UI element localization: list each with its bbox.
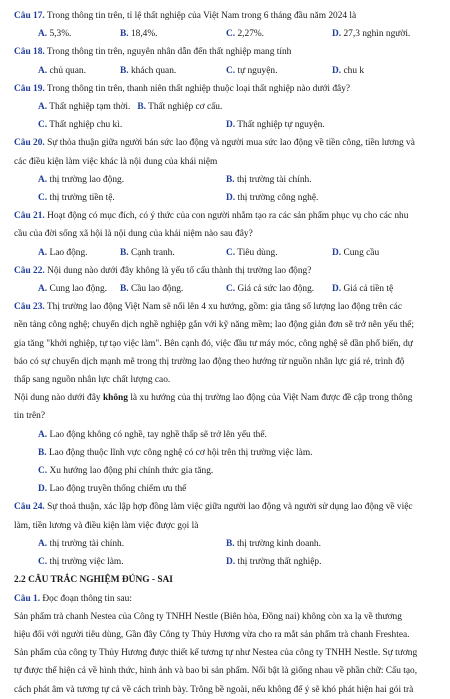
question-19-options-row-2 [14, 116, 438, 134]
option-a: A. thị trường lao động. [38, 174, 125, 185]
question-text: Trong thông tin trên, thanh niên thất nghiệp thuộc loại thất nghiệp nào dưới đây? [44, 83, 351, 94]
question-text: Trong thông tin trên, tỉ lệ thất nghiệp của Việt Nam trong 6 tháng đầu năm 2024 là [44, 11, 357, 21]
option-a: A. [38, 102, 48, 113]
question-number: Câu 24. [14, 502, 45, 513]
question-text: Thị trường lao động Việt Nam sẽ nổi lên 4 xu hướng, gồm: gia tăng số lượng lao động trên các [44, 302, 403, 313]
question-24-continuation: làm, tiền lương và điều kiện làm việc được gọi là [14, 520, 199, 531]
question-number: Câu 1. [14, 593, 41, 604]
question-23-text-line: nền tảng công nghệ; chuyển dịch nghề nghiệp gắn với kỹ năng mềm; lao động giản đơn sẽ trở nên yếu thế; [14, 320, 414, 331]
option-a: A. Lao động không có nghề, tay nghề thấp sẽ trở lên yếu thế. [38, 429, 267, 440]
question-20-continuation: các điều kiện làm việc khác là nội dung của khái niệm [14, 156, 218, 167]
question-number: Câu 20. [14, 138, 45, 149]
question-17-options [14, 25, 438, 43]
question-19 [14, 80, 438, 98]
option-b: B. thị trường tài chính. [226, 174, 312, 185]
emphasis-keyword: không [102, 393, 128, 404]
question-22-options [14, 280, 438, 298]
option-d: D. thị trường thất nghiệp. [226, 557, 322, 568]
option-c: C. thị trường việc làm. [38, 557, 124, 568]
passage-line: Sản phẩm trà chanh Nestea của Công ty TNHH Nestle (Biên hòa, Đồng nai) không còn xa lạ về thương [14, 611, 402, 622]
passage-line: cách phát âm và tương tự cả về cách trình bày. Trông bề ngoài, nếu không để ý sẽ khó phát hiện hai gói trà [14, 684, 414, 695]
question-21-options [14, 244, 438, 262]
question-text: Hoạt động có mục đích, có ý thức của con người nhằm tạo ra các sản phẩm phục vụ cho các nhu [44, 211, 409, 222]
option-b: B. Cầu lao động. [120, 284, 184, 295]
option-d: D. Thất nghiệp tự nguyện. [226, 120, 325, 131]
question-24 [14, 498, 438, 516]
question-text: Trong thông tin trên, nguyên nhân dẫn đến thất nghiệp mang tính [44, 47, 292, 58]
option-d: D. 27,3 nghìn người. [332, 29, 411, 40]
section-heading: 2.2 CÂU TRẮC NGHIỆM ĐÚNG - SAI [14, 575, 173, 586]
question-number: Câu 21. [14, 211, 45, 222]
option-b: B. thị trường kinh doanh. [226, 538, 321, 549]
option-b: B. khách quan. [120, 65, 177, 76]
question-text: Đọc đoạn thông tin sau: [40, 593, 132, 604]
question-24-options-row-1 [14, 535, 438, 553]
question-22 [14, 262, 438, 280]
option-a: A. chủ quan. [38, 65, 86, 76]
option-a: A. Cung lao động. [38, 284, 108, 295]
question-20-options-row-1 [14, 171, 438, 189]
option-a: A. thị trường tài chính. [38, 538, 125, 549]
question-text: Nội dung nào dưới đây không là yếu tố cấu thành thị trường lao động? [44, 265, 312, 276]
option-b: B. Lao động thuộc lĩnh vực công nghệ có cơ hội trên thị trường việc làm. [38, 447, 313, 458]
question-number: Câu 19. [14, 83, 45, 94]
option-d: D. chu k [332, 65, 365, 76]
option-a: A. 5,3%. [38, 29, 72, 40]
question-text: Sự thoả thuận, xác lập hợp đồng làm việc giữa người lao động và người sử dụng lao động về việc [44, 502, 413, 513]
option-d: D. Cung cầu [332, 247, 380, 258]
option-a: A. Lao động. [38, 247, 88, 258]
question-18-options [14, 62, 438, 80]
option-b: B. [137, 102, 146, 113]
option-c: C. Giá cả sức lao động. [226, 284, 315, 295]
option-b: B. 18,4%. [120, 29, 158, 40]
option-c: C. tự nguyện. [226, 65, 278, 76]
question-21 [14, 207, 438, 225]
option-c: C. 2,27%. [226, 29, 265, 40]
question-18 [14, 43, 438, 61]
option-b: B. Cạnh tranh. [120, 247, 175, 258]
question-23-prompt-continuation: tin trên? [14, 411, 45, 422]
question-number: Câu 23. [14, 302, 45, 313]
question-number: Câu 18. [14, 47, 45, 58]
question-23-text-line: gia tăng "khởi nghiệp, tự tạo việc làm". Bên cạnh đó, việc đầu tư máy móc, công nghệ sẽ dần phổ biến, dự [14, 338, 413, 349]
passage-line: hiệu đối với người tiêu dùng, Gần đây Công ty Thủy Hương vừa cho ra mắt sản phẩm trà chanh Freshtea. [14, 629, 410, 640]
question-number: Câu 22. [14, 265, 45, 276]
question-text: Sự thỏa thuận giữa người bán sức lao động và người mua sức lao động về tiền công, tiền lương và [44, 138, 415, 149]
question-23-text-line: thấp sang nguồn nhân lực chất lượng cao. [14, 375, 171, 386]
question-20-options-row-2 [14, 189, 438, 207]
passage-line: tự được thể hiện cả về hình thức, hình ảnh và bao bì sản phẩm. Nổi bật là giống nhau về phần chữ: Cấu tạo, [14, 666, 418, 677]
passage-line: Sản phẩm của công ty Thủy Hương được thiết kế tương tự như Nestea của công ty TNHH Nestle. Sự tương [14, 648, 418, 659]
option-d: D. Lao động truyền thống chiếm ưu thế [38, 484, 187, 495]
question-number: Câu 17. [14, 11, 45, 21]
option-c: C. Xu hướng lao động phi chính thức gia tăng. [38, 466, 214, 477]
question-23 [14, 298, 438, 316]
question-19-options-row-1: A. Thất nghiệp tạm thời. B. Thất nghiệp cơ cấu. [38, 102, 223, 113]
question-17 [14, 7, 438, 25]
question-20 [14, 134, 438, 152]
true-false-question-1 [14, 590, 438, 608]
question-21-continuation: cầu của đời sống xã hội là nội dung của khái niệm nào sau đây? [14, 229, 253, 240]
option-c: C. Thất nghiệp chu kì. [38, 120, 123, 131]
question-23-prompt: Nội dung nào dưới đây không là xu hướng của thị trường lao động của Việt Nam được đề cập trong thông [14, 393, 413, 404]
option-d: D. thị trường công nghệ. [226, 193, 319, 204]
question-24-options-row-2 [14, 553, 438, 571]
question-23-text-line: báo có sự chuyển dịch mạnh mẽ trong thị trường lao động theo hướng từ nguồn nhân lực giá rẻ, trình độ [14, 356, 405, 367]
option-d: D. Giá cả tiền tệ [332, 284, 394, 295]
option-c: C. thị trường tiền tệ. [38, 193, 115, 204]
option-c: C. Tiêu dùng. [226, 247, 278, 258]
